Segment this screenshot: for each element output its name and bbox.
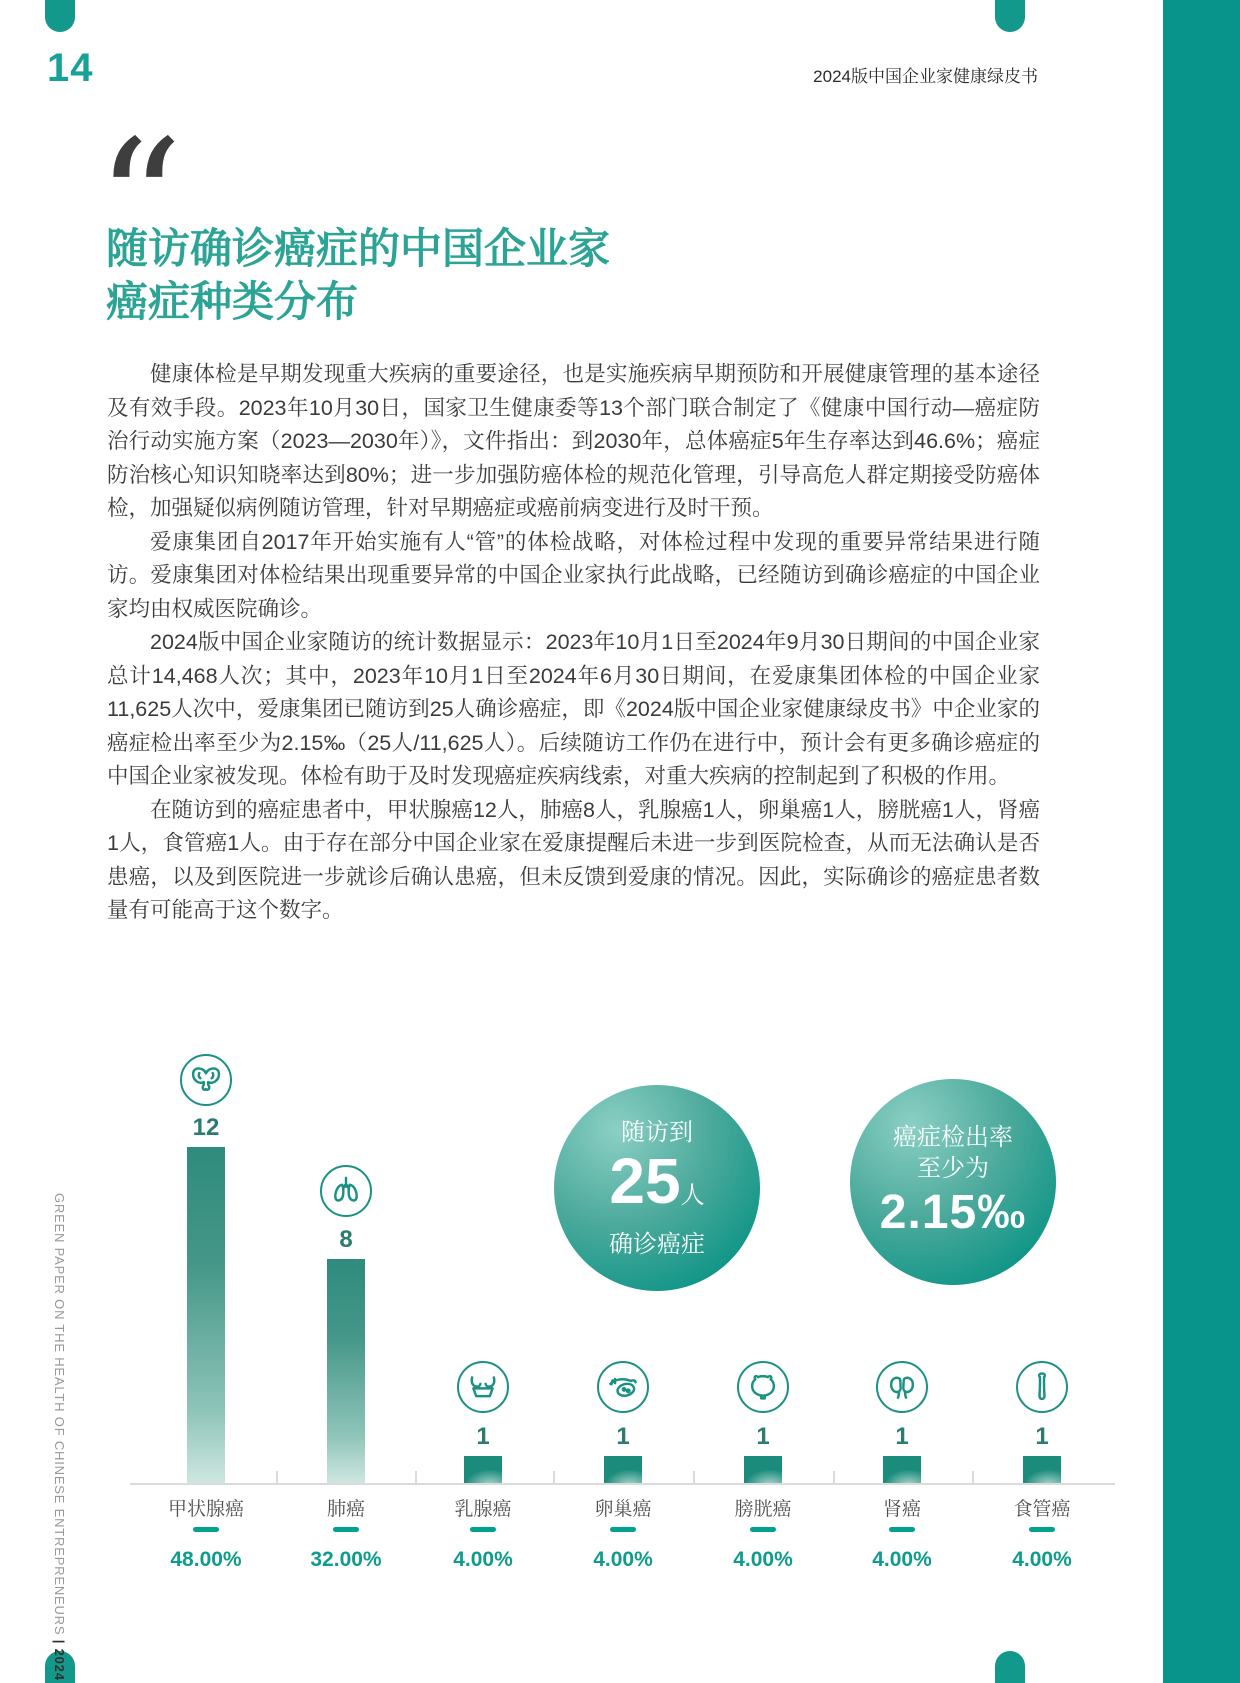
page-title-line1: 随访确诊癌症的中国企业家 [106, 227, 611, 273]
category-label: 甲状腺癌 [167, 1499, 244, 1520]
percent-label: 4.00% [593, 1548, 653, 1571]
followup-prefix: 随访到 [621, 1118, 693, 1146]
bar [604, 1456, 642, 1484]
axis-tick [276, 1471, 278, 1483]
bar [1023, 1456, 1061, 1484]
page-number: 14 [47, 46, 94, 90]
followup-number-value: 25 [609, 1144, 681, 1217]
ovary-icon [597, 1361, 649, 1413]
rate-value: 2.15‰ [879, 1186, 1027, 1239]
dash-divider [610, 1527, 636, 1532]
paragraph: 爱康集团自2017年开始实施有人“管”的体检战略，对体检过程中发现的重要异常结果进行随访。爱康集团对体检结果出现重要异常的中国企业家执行此战略，已经随访到确诊癌症的中国企业家均由权威医院确诊。 [107, 529, 1040, 621]
corner-dot-top-left [45, 0, 75, 32]
rate-line2: 至少为 [917, 1155, 989, 1182]
x-axis [130, 1483, 1115, 1485]
dash-divider [470, 1527, 496, 1532]
category-label: 食管癌 [1013, 1499, 1071, 1520]
bar-value-label: 12 [192, 1114, 220, 1141]
side-caption-text: GREEN PAPER ON THE HEALTH OF CHINESE ENTREPRENEURS [52, 1193, 67, 1640]
page-title-line2: 癌症种类分布 [106, 280, 359, 326]
paragraph: 健康体检是早期发现重大疾病的重要途径，也是实施疾病早期预防和开展健康管理的基本途径及有效手段。2023年10月30日，国家卫生健康委等13个部门联合制定了《健康中国行动—癌症防治行动实施方案（2023—2030年）》，文件指出：到2030年，总体癌症5年生存率达到46.6%；癌症防治核心知识知晓率达到80%；进一步加强防癌体检的规范化管理，引导高危人群定期接受防癌体检，加强疑似病例随访管理，针对早期癌症或癌前病变进行及时干预。 [107, 362, 1040, 520]
category-label: 乳腺癌 [454, 1499, 512, 1520]
bladder-icon [737, 1361, 789, 1413]
axis-tick [553, 1471, 555, 1483]
followup-suffix: 确诊癌症 [609, 1230, 705, 1258]
percent-label: 4.00% [872, 1548, 932, 1571]
percent-label: 4.00% [1012, 1548, 1072, 1571]
lung-icon [320, 1165, 372, 1217]
breast-icon [457, 1361, 509, 1413]
bar-value-label: 8 [339, 1226, 353, 1253]
category-label: 肺癌 [326, 1499, 365, 1520]
followup-count-badge [554, 1085, 760, 1291]
paragraph: 在随访到的癌症患者中，甲状腺癌12人，肺癌8人，乳腺癌1人，卵巢癌1人，膀胱癌1人，肾癌1人，食管癌1人。由于存在部分中国企业家在爱康提醒后未进一步到医院检查，从而无法确认是否患癌，以及到医院进一步就诊后确认患癌，但未反馈到爱康的情况。因此，实际确诊的癌症患者数量有可能高于这个数字。 [107, 797, 1040, 922]
bar-value-label: 1 [476, 1423, 490, 1450]
bar [187, 1147, 225, 1484]
bar-value-label: 1 [895, 1423, 909, 1450]
bar-value-label: 1 [1035, 1423, 1049, 1450]
dash-divider [750, 1527, 776, 1532]
paragraph: 2024版中国企业家随访的统计数据显示：2023年10月1日至2024年9月30日期间的中国企业家总计14,468人次；其中，2023年10月1日至2024年6月30日期间，在爱康集团体检的中国企业家11,625人次中，爱康集团已随访到25人确诊癌症，即《2024版中国企业家健康绿皮书》中企业家的癌症检出率至少为2.15‰（25人/11,625人）。后续随访工作仍在进行中，预计会有更多确诊癌症的中国企业家被发现。体检有助于及时发现癌症疾病线索，对重大疾病的控制起到了积极的作用。 [107, 630, 1040, 788]
side-vertical-caption [52, 1193, 67, 1681]
axis-tick [833, 1471, 835, 1483]
dash-divider [193, 1527, 219, 1532]
followup-number-unit: 人 [680, 1181, 705, 1209]
bar [327, 1259, 365, 1484]
axis-tick [693, 1471, 695, 1483]
axis-tick [972, 1471, 974, 1483]
right-accent-bar [1163, 0, 1240, 1683]
category-label: 卵巢癌 [594, 1499, 652, 1520]
percent-label: 4.00% [453, 1548, 513, 1571]
bar-value-label: 1 [756, 1423, 770, 1450]
corner-dot-top-right [995, 0, 1025, 32]
body-text [107, 358, 1040, 928]
rate-line1: 癌症检出率 [893, 1124, 1013, 1151]
thyroid-icon [180, 1054, 232, 1106]
corner-dot-bottom-right [995, 1651, 1025, 1683]
axis-tick [415, 1471, 417, 1483]
bar-value-label: 1 [616, 1423, 630, 1450]
bar [464, 1456, 502, 1484]
dash-divider [889, 1527, 915, 1532]
side-caption-year: | 2024 [52, 1639, 67, 1681]
bar [883, 1456, 921, 1484]
bar [744, 1456, 782, 1484]
quote-mark-icon: “ [96, 104, 183, 302]
dash-divider [333, 1527, 359, 1532]
detection-rate-badge [850, 1079, 1056, 1285]
percent-label: 4.00% [733, 1548, 793, 1571]
category-label: 肾癌 [882, 1499, 921, 1520]
document-header: 2024版中国企业家健康绿皮书 [813, 67, 1038, 86]
percent-label: 48.00% [170, 1548, 242, 1571]
kidney-icon [876, 1361, 928, 1413]
esophagus-icon [1016, 1361, 1068, 1413]
dash-divider [1029, 1527, 1055, 1532]
percent-label: 32.00% [310, 1548, 382, 1571]
page-title [106, 224, 610, 330]
followup-number [609, 1144, 705, 1229]
category-label: 膀胱癌 [734, 1499, 792, 1520]
